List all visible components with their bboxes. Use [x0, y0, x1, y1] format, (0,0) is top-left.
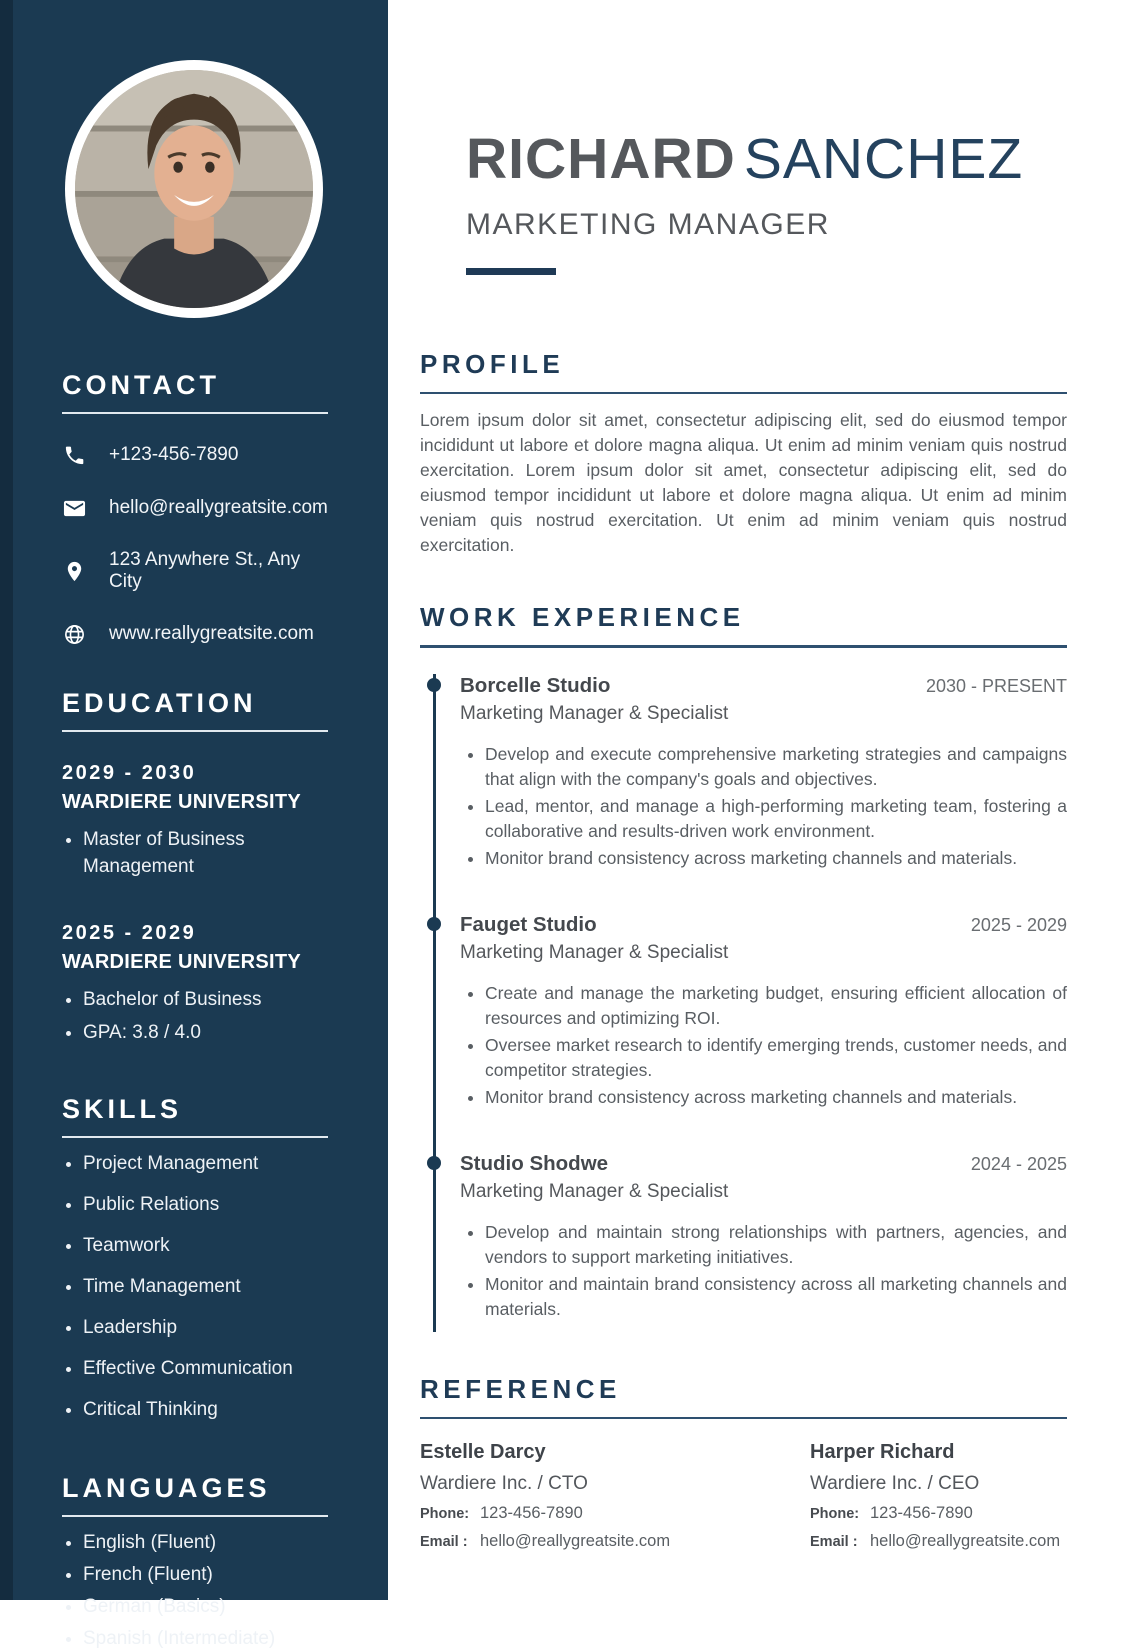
- education-detail: • Master of Business Management: [83, 826, 328, 880]
- job-dates: 2025 - 2029: [970, 914, 1067, 935]
- job-company: Borcelle Studio: [460, 673, 611, 697]
- education-heading: EDUCATION: [62, 688, 257, 718]
- reference-email-row: [810, 1532, 1067, 1551]
- job-bullet: • Lead, mentor, and manage a high-performing marketing team, fostering a collaborative and results-driven work environment.: [485, 794, 1067, 844]
- first-name: RICHARD: [466, 127, 736, 191]
- profile-divider: [420, 392, 1067, 395]
- skills-divider: [62, 1136, 328, 1138]
- language-item: • German (Basics): [83, 1593, 328, 1620]
- languages-divider: [62, 1515, 328, 1517]
- education-school: WARDIERE UNIVERSITY: [62, 791, 302, 813]
- reference-grid: [420, 1441, 1067, 1551]
- skills-heading: SKILLS: [62, 1094, 183, 1124]
- education-school: WARDIERE UNIVERSITY: [62, 951, 302, 973]
- person-job-title: MARKETING MANAGER: [466, 207, 830, 241]
- skill-item: • Critical Thinking: [83, 1396, 328, 1423]
- job-role: Marketing Manager & Specialist: [460, 702, 729, 724]
- job-bullets: [460, 981, 1067, 1110]
- contact-address-text: 123 Anywhere St., Any City: [109, 549, 301, 592]
- reference-entry: [810, 1441, 1067, 1551]
- phone-icon: [62, 443, 86, 467]
- education-entry: [62, 762, 328, 880]
- skill-item: • Teamwork: [83, 1232, 328, 1259]
- contact-item-address: [62, 549, 328, 593]
- languages-section: [62, 1473, 328, 1652]
- job-company: Fauget Studio: [460, 912, 597, 936]
- person-name: [466, 127, 1067, 191]
- work-experience-heading: WORK EXPERIENCE: [420, 602, 745, 633]
- reference-email-row: [420, 1532, 810, 1551]
- main-column: [388, 0, 1131, 1551]
- profile-heading: PROFILE: [420, 348, 565, 379]
- email-value: hello@reallygreatsite.com: [480, 1532, 671, 1551]
- contact-heading: CONTACT: [62, 370, 220, 400]
- work-experience-divider: [420, 645, 1067, 648]
- job-header: [460, 913, 1067, 937]
- job-bullet: • Develop and execute comprehensive marketing strategies and campaigns that align with the company's goals and objectives.: [485, 742, 1067, 792]
- reference-entry: [420, 1441, 810, 1551]
- language-item: • Spanish (Intermediate): [83, 1625, 328, 1652]
- title-accent-bar: [466, 268, 556, 275]
- experience-timeline: [433, 674, 1067, 1332]
- reference-heading: REFERENCE: [420, 1373, 621, 1404]
- reference-name: Harper Richard: [810, 1441, 955, 1464]
- education-detail: • Bachelor of Business: [83, 986, 328, 1013]
- job-entry: [460, 913, 1067, 1152]
- job-dates: 2024 - 2025: [970, 1153, 1067, 1174]
- avatar-illustration: [75, 70, 313, 308]
- job-entry: [460, 674, 1067, 913]
- contact-divider: [62, 412, 328, 414]
- job-company: Studio Shodwe: [460, 1151, 609, 1175]
- phone-label: Phone:: [810, 1506, 860, 1523]
- phone-label: Phone:: [420, 1506, 470, 1523]
- education-years: 2029 - 2030: [62, 762, 197, 784]
- skill-item: • Time Management: [83, 1273, 328, 1300]
- work-experience-section: [420, 602, 1067, 1332]
- language-item: • English (Fluent): [83, 1529, 328, 1556]
- job-header: [460, 674, 1067, 698]
- education-details: [62, 986, 328, 1046]
- profile-photo: [65, 60, 323, 318]
- email-icon: [62, 496, 86, 520]
- job-entry: [460, 1152, 1067, 1332]
- job-bullets: [460, 742, 1067, 871]
- header: [466, 127, 1067, 275]
- skills-section: [62, 1094, 328, 1423]
- email-value: hello@reallygreatsite.com: [870, 1532, 1061, 1551]
- contact-website-text: www.reallygreatsite.com: [109, 623, 314, 644]
- job-bullet: • Create and manage the marketing budget, ensuring efficient allocation of resources and optimizing ROI.: [485, 981, 1067, 1031]
- job-bullet: • Oversee market research to identify emerging trends, customer needs, and competitor strategies.: [485, 1033, 1067, 1083]
- skill-item: • Leadership: [83, 1314, 328, 1341]
- reference-divider: [420, 1417, 1067, 1420]
- sidebar-accent-strip: [0, 0, 13, 1600]
- phone-value: 123-456-7890: [480, 1504, 583, 1523]
- job-bullet: • Develop and maintain strong relationships with partners, agencies, and vendors to support marketing initiatives.: [485, 1220, 1067, 1270]
- email-label: Email :: [420, 1534, 468, 1551]
- job-bullets: [460, 1220, 1067, 1322]
- contact-phone-text: +123-456-7890: [109, 444, 239, 465]
- languages-heading: LANGUAGES: [62, 1473, 271, 1503]
- profile-section: [420, 349, 1067, 559]
- job-bullet: • Monitor and maintain brand consistency across all marketing channels and materials.: [485, 1272, 1067, 1322]
- sidebar: [0, 0, 388, 1649]
- reference-company-role: Wardiere Inc. / CTO: [420, 1473, 588, 1495]
- education-details: [62, 826, 328, 880]
- job-role: Marketing Manager & Specialist: [460, 1180, 729, 1202]
- last-name: SANCHEZ: [743, 127, 1024, 191]
- contact-email-text: hello@reallygreatsite.com: [109, 497, 328, 518]
- education-detail: • GPA: 3.8 / 4.0: [83, 1019, 328, 1046]
- reference-phone-row: [810, 1504, 1067, 1523]
- email-label: Email :: [810, 1534, 858, 1551]
- skills-list: [62, 1150, 328, 1423]
- job-bullet: • Monitor brand consistency across marketing channels and materials.: [485, 1085, 1067, 1110]
- contact-item-email: [62, 496, 328, 520]
- skill-item: • Effective Communication: [83, 1355, 328, 1382]
- languages-list: [62, 1529, 328, 1652]
- job-header: [460, 1152, 1067, 1176]
- language-item: • French (Fluent): [83, 1561, 328, 1588]
- education-entry: [62, 922, 328, 1046]
- profile-text: Lorem ipsum dolor sit amet, consectetur adipiscing elit, sed do eiusmod tempor incididunt ut labore et dolore magna aliqua. Ut enim ad minim veniam quis nostrud exercitation. Lorem ipsum dolor sit amet, consectetur adipiscing elit, sed do eiusmod tempor incididunt ut labore et dolore magna aliqua. Ut enim ad minim veniam quis nostrud exercitation. Ut enim ad minim veniam quis nostrud exercitation.: [420, 410, 1067, 556]
- job-dates: 2030 - PRESENT: [925, 675, 1067, 696]
- education-years: 2025 - 2029: [62, 922, 197, 944]
- reference-phone-row: [420, 1504, 810, 1523]
- contact-item-phone: [62, 443, 328, 467]
- job-role: Marketing Manager & Specialist: [460, 941, 729, 963]
- skill-item: • Project Management: [83, 1150, 328, 1177]
- contact-item-website: [62, 622, 328, 646]
- reference-section: [420, 1374, 1067, 1552]
- sidebar-content: [0, 370, 388, 1652]
- education-section: [62, 688, 328, 1046]
- contact-section: [62, 370, 328, 646]
- reference-company-role: Wardiere Inc. / CEO: [810, 1473, 980, 1495]
- education-divider: [62, 730, 328, 732]
- location-icon: [62, 559, 86, 583]
- phone-value: 123-456-7890: [870, 1504, 973, 1523]
- reference-name: Estelle Darcy: [420, 1441, 546, 1464]
- globe-icon: [62, 622, 86, 646]
- job-bullet: • Monitor brand consistency across marketing channels and materials.: [485, 846, 1067, 871]
- skill-item: • Public Relations: [83, 1191, 328, 1218]
